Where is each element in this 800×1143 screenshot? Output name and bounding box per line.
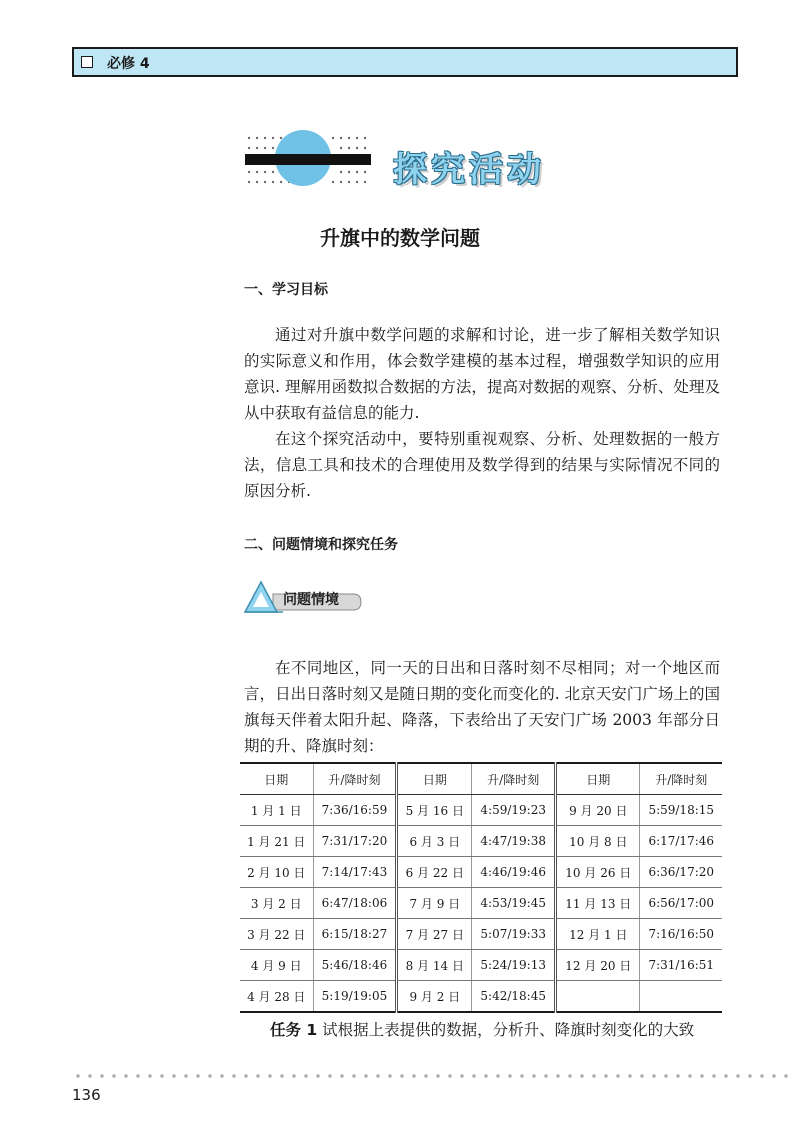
header-bar [72,47,738,77]
table-cell: 10 月 26 日 [556,857,640,888]
table-header-cell: 升/降时刻 [472,763,556,795]
task-text: 试根据上表提供的数据，分析升、降旗时刻变化的大致 [322,1021,695,1039]
table-cell: 9 月 2 日 [397,981,472,1013]
table-cell: 4 月 9 日 [240,950,313,981]
table-cell: 2 月 10 日 [240,857,313,888]
page-number: 136 [72,1086,101,1104]
table-cell: 7:31/16:51 [640,950,722,981]
header-label: 必修 4 [107,56,150,72]
table-cell: 7 月 27 日 [397,919,472,950]
table-cell: 4:47/19:38 [472,826,556,857]
table-cell: 4 月 28 日 [240,981,313,1013]
table-row [240,888,722,919]
section-heading-problem: 二、问题情境和探究任务 [244,537,398,553]
problem-paragraph: 在不同地区，同一天的日出和日落时刻不尽相同；对一个地区而言，日出日落时刻又是随日期的变化而变化的. 北京天安门广场上的国旗每天伴着太阳升起、降落，下表给出了天安门广场 2003 年部分日期的升、降旗时刻： [244,659,720,755]
flag-times-table [240,762,722,1013]
table-row [240,826,722,857]
activity-banner [243,128,573,200]
table-cell: 7:36/16:59 [313,795,397,826]
table-cell: 7 月 9 日 [397,888,472,919]
table-header-row [240,763,722,795]
table-cell: 11 月 13 日 [556,888,640,919]
goals-paragraph-2: 在这个探究活动中，要特别重视观察、分析、处理数据的一般方法，信息工具和技术的合理使用及数学得到的结果与实际情况不同的原因分析. [244,430,720,500]
table-cell: 4:59/19:23 [472,795,556,826]
task-label: 任务 1 [270,1021,318,1039]
table-cell: 3 月 22 日 [240,919,313,950]
table-cell: 6 月 3 日 [397,826,472,857]
table-cell: 4:53/19:45 [472,888,556,919]
table-cell: 7:16/16:50 [640,919,722,950]
table-cell: 10 月 8 日 [556,826,640,857]
table-row [240,981,722,1013]
table-cell: 6:15/18:27 [313,919,397,950]
table-cell: 6:36/17:20 [640,857,722,888]
table-cell [556,981,640,1013]
table-row [240,857,722,888]
table-cell: 7:31/17:20 [313,826,397,857]
table-cell: 6 月 22 日 [397,857,472,888]
table-cell: 12 月 1 日 [556,919,640,950]
table-cell: 4:46/19:46 [472,857,556,888]
table-cell: 1 月 1 日 [240,795,313,826]
table-cell: 5:59/18:15 [640,795,722,826]
table-header-cell: 升/降时刻 [313,763,397,795]
table-cell: 7:14/17:43 [313,857,397,888]
table-cell: 5:46/18:46 [313,950,397,981]
table-cell: 5 月 16 日 [397,795,472,826]
table-cell: 5:07/19:33 [472,919,556,950]
table-row [240,919,722,950]
table-cell: 6:17/17:46 [640,826,722,857]
banner-title: 探究活动 [393,150,545,190]
table-cell [640,981,722,1013]
badge-label: 问题情境 [283,592,339,608]
header-square-icon [81,56,93,68]
problem-situation-badge [243,578,363,620]
table-cell: 5:42/18:45 [472,981,556,1013]
table-cell: 5:24/19:13 [472,950,556,981]
table-header-cell: 日期 [240,763,313,795]
table-cell: 12 月 20 日 [556,950,640,981]
section-heading-goals: 一、学习目标 [244,282,328,298]
footer-divider [72,1072,792,1080]
page-title: 升旗中的数学问题 [320,226,480,250]
table-header-cell: 日期 [397,763,472,795]
goals-paragraph-1: 通过对升旗中数学问题的求解和讨论，进一步了解相关数学知识的实际意义和作用，体会数学建模的基本过程，增强数学知识的应用意识. 理解用函数拟合数据的方法，提高对数据的观察、分析、处理及从中获取有益信息的能力. [244,326,720,422]
table-cell: 9 月 20 日 [556,795,640,826]
table-header-cell: 升/降时刻 [640,763,722,795]
table-header-cell: 日期 [556,763,640,795]
table-row [240,795,722,826]
table-cell: 6:56/17:00 [640,888,722,919]
task-1 [270,1018,694,1040]
table-cell: 3 月 2 日 [240,888,313,919]
table-cell: 8 月 14 日 [397,950,472,981]
table-row [240,950,722,981]
table-cell: 1 月 21 日 [240,826,313,857]
table-cell: 6:47/18:06 [313,888,397,919]
table-cell: 5:19/19:05 [313,981,397,1013]
